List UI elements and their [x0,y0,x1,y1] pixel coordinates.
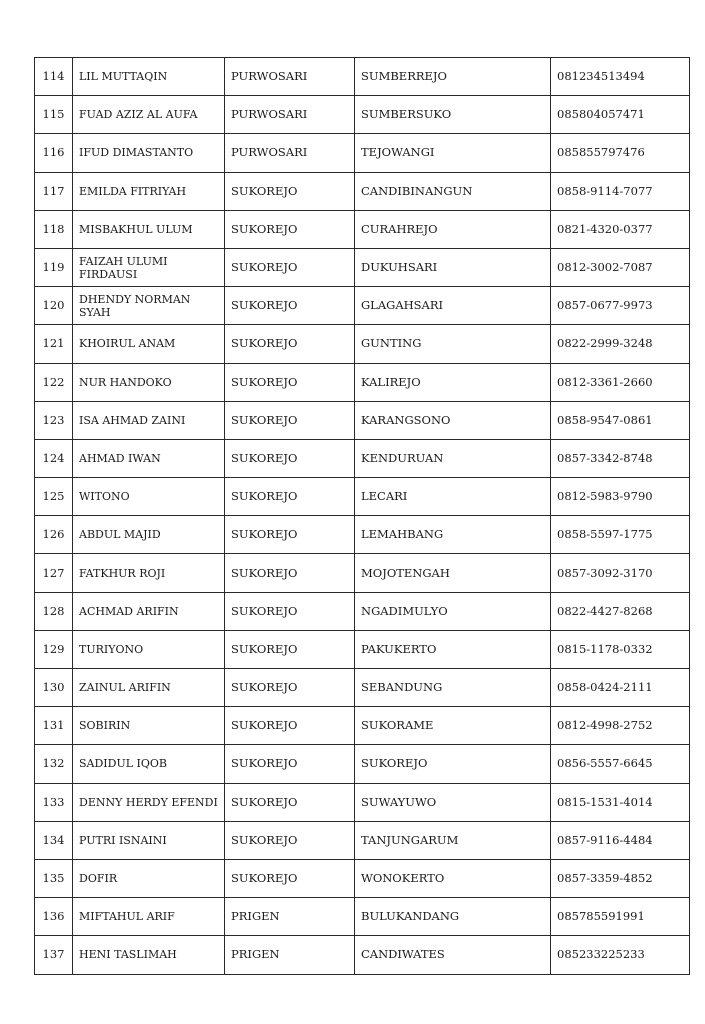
kecamatan-cell: SUKOREJO [225,248,355,286]
desa-cell: CANDIWATES [355,936,551,974]
desa-cell: PAKUKERTO [355,630,551,668]
desa-cell: KARANGSONO [355,401,551,439]
kecamatan-cell: SUKOREJO [225,630,355,668]
phone-cell: 0857-3342-8748 [551,439,690,477]
desa-cell: SUMBERREJO [355,58,551,96]
phone-cell: 0815-1531-4014 [551,783,690,821]
phone-cell: 085233225233 [551,936,690,974]
table-row [35,669,690,707]
person-name: MISBAKHUL ULUM [73,210,225,248]
desa-cell: SUMBERSUKO [355,96,551,134]
desa-cell: SUKORAME [355,707,551,745]
table-row [35,172,690,210]
phone-cell: 0821-4320-0377 [551,210,690,248]
row-number: 119 [35,248,73,286]
kecamatan-cell: PURWOSARI [225,134,355,172]
person-name: KHOIRUL ANAM [73,325,225,363]
kecamatan-cell: SUKOREJO [225,287,355,325]
row-number: 135 [35,859,73,897]
kecamatan-cell: SUKOREJO [225,439,355,477]
desa-cell: WONOKERTO [355,859,551,897]
row-number: 120 [35,287,73,325]
kecamatan-cell: SUKOREJO [225,210,355,248]
desa-cell: LECARI [355,478,551,516]
phone-cell: 0812-3361-2660 [551,363,690,401]
person-name: PUTRI ISNAINI [73,821,225,859]
phone-cell: 0815-1178-0332 [551,630,690,668]
phone-cell: 0858-9114-7077 [551,172,690,210]
row-number: 128 [35,592,73,630]
phone-cell: 081234513494 [551,58,690,96]
person-name: DOFIR [73,859,225,897]
table-row [35,745,690,783]
table-row [35,859,690,897]
phone-cell: 0857-3359-4852 [551,859,690,897]
table-row [35,248,690,286]
row-number: 116 [35,134,73,172]
row-number: 129 [35,630,73,668]
row-number: 123 [35,401,73,439]
phone-cell: 085804057471 [551,96,690,134]
kecamatan-cell: SUKOREJO [225,478,355,516]
kecamatan-cell: SUKOREJO [225,783,355,821]
person-name: MIFTAHUL ARIF [73,898,225,936]
table-row [35,478,690,516]
phone-cell: 0812-3002-7087 [551,248,690,286]
table-row [35,134,690,172]
phone-cell: 0812-5983-9790 [551,478,690,516]
kecamatan-cell: SUKOREJO [225,516,355,554]
desa-cell: SEBANDUNG [355,669,551,707]
table-row [35,401,690,439]
table-row [35,592,690,630]
kecamatan-cell: SUKOREJO [225,325,355,363]
phone-cell: 0858-9547-0861 [551,401,690,439]
phone-cell: 0858-5597-1775 [551,516,690,554]
person-name: NUR HANDOKO [73,363,225,401]
desa-cell: CANDIBINANGUN [355,172,551,210]
desa-cell: BULUKANDANG [355,898,551,936]
phone-cell: 0822-4427-8268 [551,592,690,630]
data-table [34,57,690,975]
desa-cell: TEJOWANGI [355,134,551,172]
person-name: ZAINUL ARIFIN [73,669,225,707]
table-row [35,325,690,363]
row-number: 124 [35,439,73,477]
desa-cell: CURAHREJO [355,210,551,248]
person-name: TURIYONO [73,630,225,668]
person-name: WITONO [73,478,225,516]
kecamatan-cell: SUKOREJO [225,554,355,592]
person-name: IFUD DIMASTANTO [73,134,225,172]
table-row [35,363,690,401]
table-row [35,554,690,592]
table-row [35,439,690,477]
kecamatan-cell: PURWOSARI [225,96,355,134]
table-row [35,936,690,974]
row-number: 130 [35,669,73,707]
table-row [35,630,690,668]
desa-cell: KENDURUAN [355,439,551,477]
person-name: ABDUL MAJID [73,516,225,554]
kecamatan-cell: SUKOREJO [225,707,355,745]
kecamatan-cell: SUKOREJO [225,592,355,630]
person-name: ISA AHMAD ZAINI [73,401,225,439]
table-row [35,821,690,859]
table-row [35,516,690,554]
table-row [35,287,690,325]
desa-cell: GLAGAHSARI [355,287,551,325]
table-row [35,210,690,248]
person-name: FUAD AZIZ AL AUFA [73,96,225,134]
desa-cell: SUKOREJO [355,745,551,783]
row-number: 134 [35,821,73,859]
kecamatan-cell: SUKOREJO [225,821,355,859]
row-number: 114 [35,58,73,96]
row-number: 132 [35,745,73,783]
row-number: 137 [35,936,73,974]
person-name: FAIZAH ULUMI FIRDAUSI [73,248,225,286]
row-number: 131 [35,707,73,745]
kecamatan-cell: SUKOREJO [225,669,355,707]
desa-cell: LEMAHBANG [355,516,551,554]
row-number: 133 [35,783,73,821]
phone-cell: 0857-3092-3170 [551,554,690,592]
person-name: SADIDUL IQOB [73,745,225,783]
person-name: DHENDY NORMAN SYAH [73,287,225,325]
row-number: 118 [35,210,73,248]
kecamatan-cell: SUKOREJO [225,859,355,897]
phone-cell: 0857-9116-4484 [551,821,690,859]
row-number: 136 [35,898,73,936]
desa-cell: TANJUNGARUM [355,821,551,859]
person-name: FATKHUR ROJI [73,554,225,592]
kecamatan-cell: SUKOREJO [225,745,355,783]
phone-cell: 0857-0677-9973 [551,287,690,325]
phone-cell: 085855797476 [551,134,690,172]
person-name: HENI TASLIMAH [73,936,225,974]
row-number: 127 [35,554,73,592]
row-number: 125 [35,478,73,516]
table-row [35,96,690,134]
phone-cell: 0822-2999-3248 [551,325,690,363]
kecamatan-cell: SUKOREJO [225,363,355,401]
person-name: ACHMAD ARIFIN [73,592,225,630]
row-number: 122 [35,363,73,401]
desa-cell: DUKUHSARI [355,248,551,286]
desa-cell: SUWAYUWO [355,783,551,821]
person-name: SOBIRIN [73,707,225,745]
person-name: AHMAD IWAN [73,439,225,477]
phone-cell: 085785591991 [551,898,690,936]
row-number: 117 [35,172,73,210]
kecamatan-cell: PRIGEN [225,898,355,936]
desa-cell: MOJOTENGAH [355,554,551,592]
row-number: 115 [35,96,73,134]
row-number: 126 [35,516,73,554]
phone-cell: 0858-0424-2111 [551,669,690,707]
kecamatan-cell: SUKOREJO [225,172,355,210]
person-name: EMILDA FITRIYAH [73,172,225,210]
person-name: LIL MUTTAQIN [73,58,225,96]
table-row [35,58,690,96]
kecamatan-cell: SUKOREJO [225,401,355,439]
table-row [35,707,690,745]
row-number: 121 [35,325,73,363]
table-row [35,898,690,936]
desa-cell: NGADIMULYO [355,592,551,630]
desa-cell: KALIREJO [355,363,551,401]
kecamatan-cell: PURWOSARI [225,58,355,96]
kecamatan-cell: PRIGEN [225,936,355,974]
desa-cell: GUNTING [355,325,551,363]
person-name: DENNY HERDY EFENDI [73,783,225,821]
phone-cell: 0812-4998-2752 [551,707,690,745]
table-row [35,783,690,821]
phone-cell: 0856-5557-6645 [551,745,690,783]
table-body [35,58,690,975]
